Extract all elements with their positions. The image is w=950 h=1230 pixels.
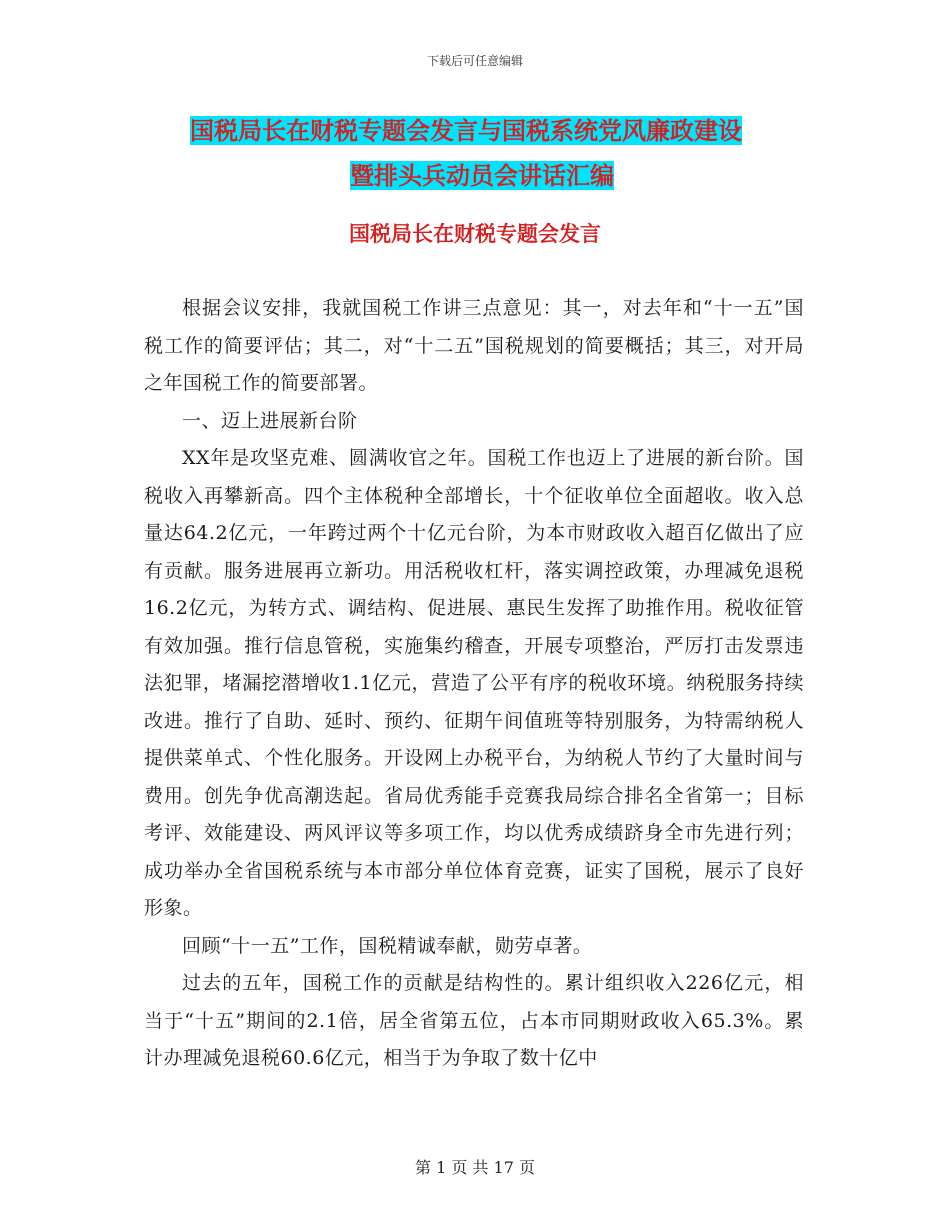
document-title-line-2: 暨排头兵动员会讲话汇编 [350, 161, 614, 190]
paragraph: 回顾“十一五”工作，国税精诚奉献，勋劳卓著。 [182, 934, 593, 957]
paragraph: 根据会议安排，我就国税工作讲三点意见：其一，对去年和“十一五”国税工作的简要评估；其二，对“十二五”国税规划的简要概括；其三，对开局之年国税工作的简要部署。 [144, 297, 804, 394]
paragraph: XX年是攻坚克难、圆满收官之年。国税工作也迈上了进展的新台阶。国税收入再攀新高。四个主体税种全部增长，十个征收单位全面超收。收入总量达64.2亿元，一年跨过两个十亿元台阶，为本市财政收入超百亿做出了应有贡献。服务进展再立新功。用活税收杠杆，落实调控政策，办理减免退税16.2亿元，为转方式、调结构、促进展、惠民生发挥了助推作用。税收征管有效加强。推行信息管税，实施集约稽查，开展专项整治，严厉打击发票违法犯罪，堵漏挖潜增收1.1亿元，营造了公平有序的税收环境。纳税服务持续改进。推行了自助、延时、预约、征期午间值班等特别服务，为特需纳税人提供菜单式、个性化服务。开设网上办税平台，为纳税人节约了大量时间与费用。创先争优高潮迭起。省局优秀能手竞赛我局综合排名全省第一；目标考评、效能建设、两风评议等多项工作，均以优秀成绩跻身全市先进行列；成功举办全省国税系统与本市部分单位体育竞赛，证实了国税，展示了良好形象。 [144, 447, 804, 919]
page-footer: 第 1 页 共 17 页 [415, 1158, 535, 1177]
header-note: 下载后可任意编辑 [426, 54, 523, 68]
paragraph: 过去的五年，国税工作的贡献是结构性的。累计组织收入226亿元，相当于“十五”期间的2.1倍，居全省第五位，占本市同期财政收入65.3%。累计办理减免退税60.6亿元，相当于为争取了数十亿中 [144, 972, 804, 1069]
document-title-line-1: 国税局长在财税专题会发言与国税系统党风廉政建设 [190, 116, 742, 145]
document-body [144, 290, 804, 1078]
paragraph-heading: 一、迈上进展新台阶 [182, 409, 358, 432]
document-title [190, 108, 830, 198]
section-title: 国税局长在财税专题会发言 [349, 221, 601, 246]
